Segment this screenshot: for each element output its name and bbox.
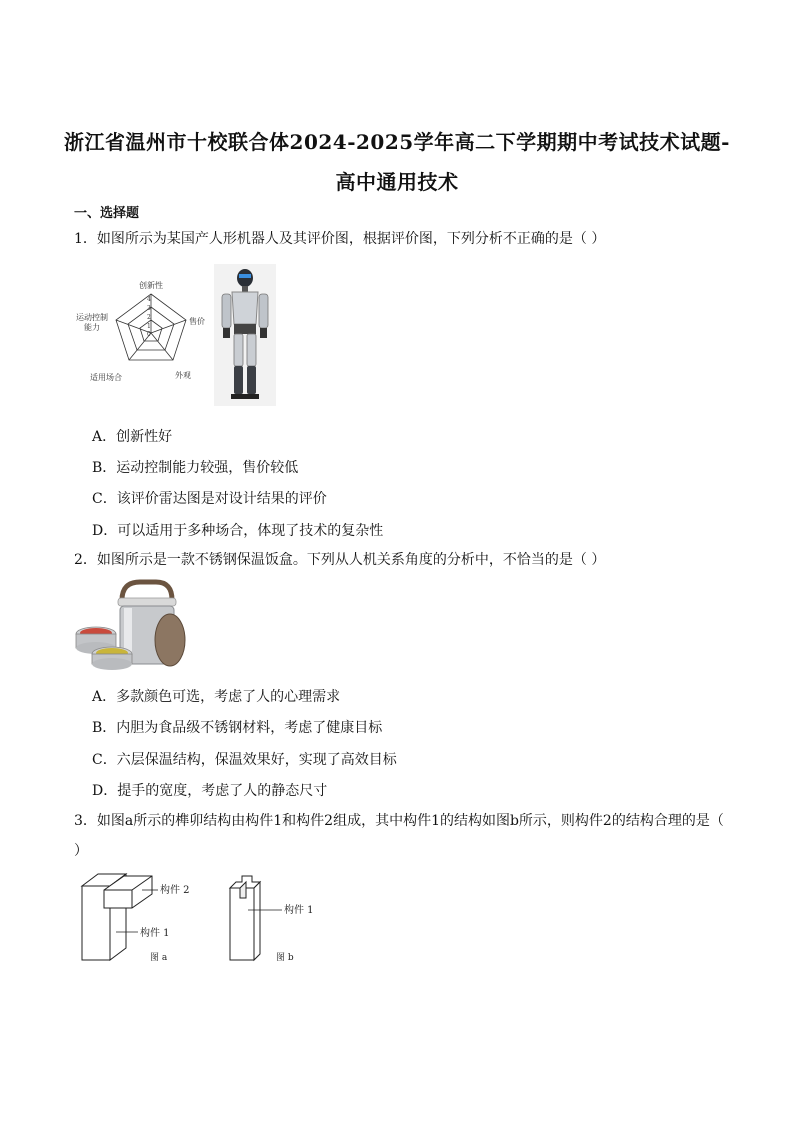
fig-b-label-part1: 构件 1 <box>284 905 314 916</box>
q2-option-c: C．六层保温结构，保温效果好，实现了高效目标 <box>92 752 397 768</box>
radar-label-appearance: 外观 <box>175 371 191 380</box>
fig-a-label-part1: 构件 1 <box>140 928 170 939</box>
fig-b-caption: 图 b <box>276 953 294 963</box>
radar-scale-1: 1 <box>147 323 151 330</box>
radar-scale-0: 0 <box>147 331 151 338</box>
mortise-figure-a <box>76 868 206 968</box>
q1-option-c: C．该评价雷达图是对设计结果的评价 <box>92 491 327 507</box>
document-title-line1: 浙江省温州市十校联合体2024-2025学年高二下学期期中考试技术试题- <box>64 130 730 154</box>
section-heading: 一、选择题 <box>74 206 140 221</box>
radar-scale-4: 4 <box>147 296 151 303</box>
radar-label-ability: 能力 <box>84 323 100 332</box>
radar-scale-2: 2 <box>147 314 151 321</box>
q2-option-d: D．提手的宽度，考虑了人的静态尺寸 <box>92 783 328 799</box>
question-2-stem: 2．如图所示是一款不锈钢保温饭盒。下列从人机关系角度的分析中，不恰当的是（ ） <box>74 552 606 568</box>
radar-scale-3: 3 <box>147 305 151 312</box>
q1-option-a: A．创新性好 <box>92 429 173 445</box>
fig-a-caption: 图 a <box>150 953 168 963</box>
radar-label-motion-control: 运动控制 <box>76 313 108 322</box>
radar-chart-figure <box>72 278 212 388</box>
mortise-figure-b <box>226 872 326 968</box>
q2-option-a: A．多款颜色可选，考虑了人的心理需求 <box>92 689 341 705</box>
document-title-line2: 高中通用技术 <box>335 170 459 194</box>
radar-label-scenarios: 适用场合 <box>90 373 122 382</box>
q2-option-b: B．内胆为食品级不锈钢材料，考虑了健康目标 <box>92 720 383 736</box>
q1-option-d: D．可以适用于多种场合，体现了技术的复杂性 <box>92 523 384 539</box>
fig-a-label-part2: 构件 2 <box>160 885 190 896</box>
humanoid-robot-image <box>214 264 276 406</box>
radar-label-innovation: 创新性 <box>139 281 163 290</box>
question-1-stem: 1．如图所示为某国产人形机器人及其评价图，根据评价图，下列分析不正确的是（ ） <box>74 231 606 247</box>
radar-label-price: 售价 <box>189 317 205 326</box>
q1-option-b: B．运动控制能力较强，售价较低 <box>92 460 299 476</box>
question-3-stem: 3．如图a所示的榫卯结构由构件1和构件2组成，其中构件1的结构如图b所示，则构件2的结构合理的是（ ） <box>74 813 724 859</box>
lunchbox-image <box>72 578 190 672</box>
